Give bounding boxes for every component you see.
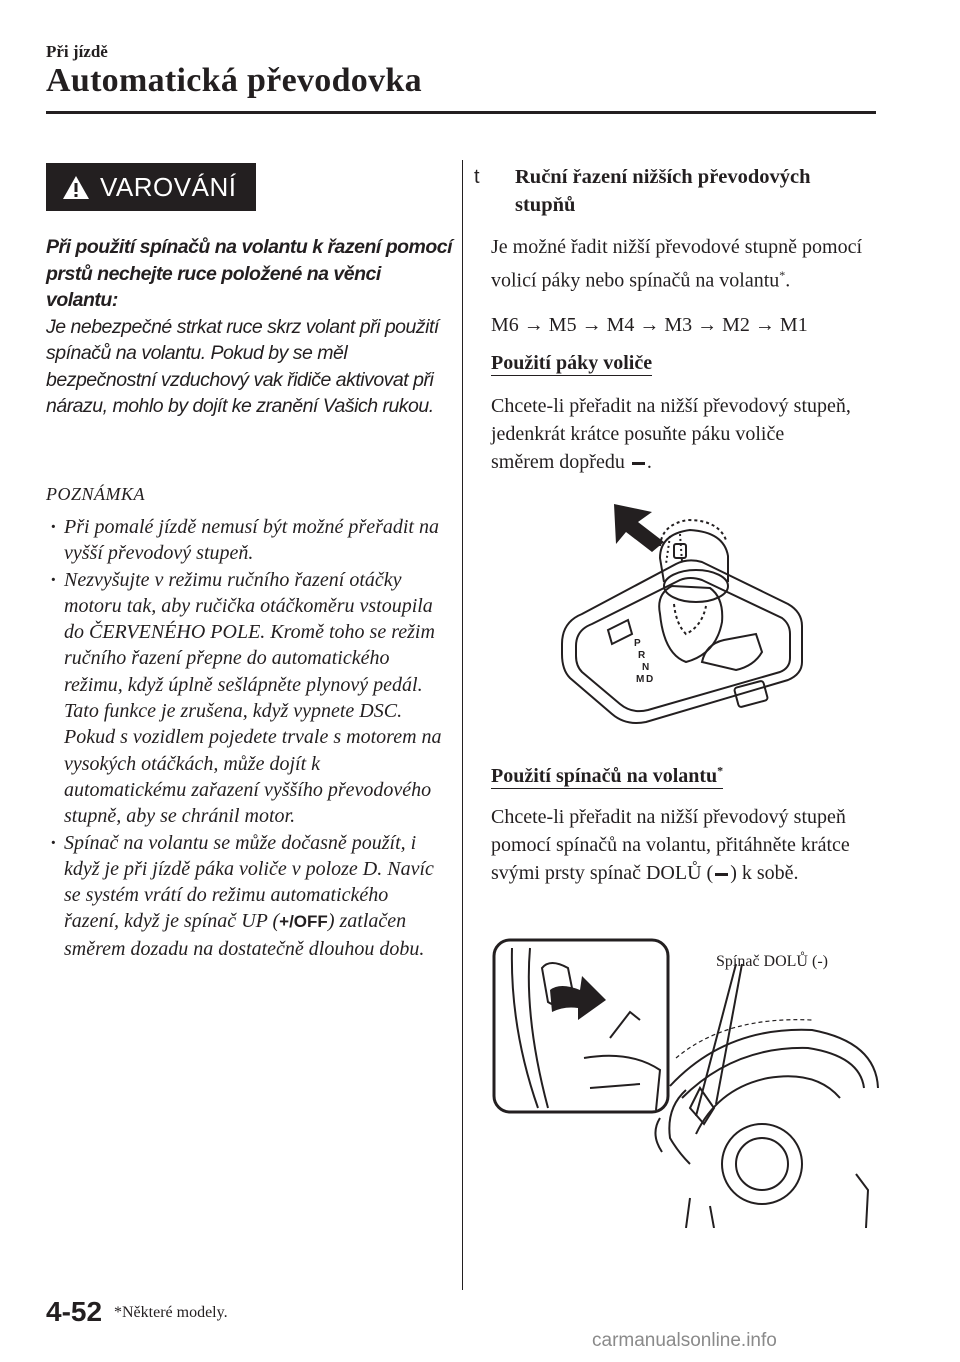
note-item-text: ) zatlačen směrem dozadu na dostatečně dlouhou dobu.	[64, 910, 425, 960]
note-heading: POZNÁMKA	[46, 484, 146, 504]
note-item	[46, 830, 446, 962]
svg-text:R: R	[638, 650, 646, 661]
warning-triangle-icon	[62, 175, 90, 200]
note-item: · Nezvyšujte v režimu ručního řazení otáčky motoru tak, aby ručička otáčkoměru vstoupila do ČERVENÉHO POLE. Kromě toho se režim ručního řazení přepne do automatického režimu, když úplně sešlápněte plynový pedál. Tato funkce je zrušena, když vypnete DSC. Pokud s vozidlem pojedete trvale s motorem na vysokých otáčkách, může dojít k automatickému zařazení vyššího převodového stupně, aby se chránil motor.	[46, 567, 446, 830]
footnote: *Některé modely.	[114, 1304, 228, 1321]
note-item: · Při pomalé jízdě nemusí být možné přeřadit na vyšší převodový stupeň.	[46, 514, 446, 567]
steering-wheel-illustration	[490, 938, 886, 1228]
minus-icon	[715, 873, 728, 876]
wheel-heading-text: Použití spínačů na volantu	[491, 764, 718, 787]
section-label: Při jízdě	[46, 42, 108, 61]
intro-paragraph	[491, 233, 871, 295]
svg-text:M: M	[636, 674, 645, 685]
watermark: carmanualsonline.info	[592, 1330, 777, 1351]
svg-text:P: P	[634, 638, 641, 649]
column-divider	[462, 160, 463, 1290]
wheel-heading	[491, 765, 723, 789]
warning-bold-text: Při použití spínačů na volantu k řazení pomocí prstů nechejte ruce položené na věnci volantu:	[46, 236, 453, 311]
warning-label: VAROVÁNÍ	[100, 171, 237, 202]
page-number: 4-52	[46, 1296, 103, 1327]
lever-text: Chcete-li přeřadit na nižší převodový stupeň, jedenkrát krátce posuňte páku voliče směrem dopředu	[491, 395, 851, 473]
title-rule	[46, 111, 876, 114]
subsection-marker: t	[474, 166, 480, 188]
note-item-text: Spínač na volantu se může dočasně použít, i když je při jízdě páka voliče v poloze D. Navíc se systém vrátí do režimu automatického řazení, když je spínač UP (	[64, 831, 434, 933]
gear-lever-illustration	[556, 494, 806, 726]
footnote-marker: *	[717, 763, 724, 777]
wheel-paragraph	[491, 803, 851, 887]
warning-banner	[46, 163, 256, 211]
up-off-badge: +/OFF	[279, 912, 328, 932]
subsection-heading: Ruční řazení nižších převodových stupňů	[515, 166, 811, 216]
footnote-marker: *	[779, 268, 786, 282]
down-switch-callout: Spínač DOLŮ (-)	[716, 953, 828, 970]
note-list	[46, 514, 446, 962]
warning-text	[46, 234, 456, 420]
wheel-text-end: ) k sobě.	[730, 862, 799, 884]
lever-heading: Použití páky voliče	[491, 352, 653, 374]
svg-text:N: N	[642, 662, 650, 673]
lever-text-end: .	[646, 451, 652, 473]
intro-end: .	[785, 269, 791, 292]
page-title: Automatická převodovka	[46, 62, 422, 99]
intro-text: Je možné řadit nižší převodové stupně pomocí volicí páky nebo spínačů na volantu	[491, 236, 863, 292]
svg-text:D: D	[646, 674, 654, 685]
warning-body-text: Je nebezpečné strkat ruce skrz volant při použití spínačů na volantu. Pokud by se měl bezpečnostní vzduchový vak řidiče aktivovat při nárazu, mohlo by dojít ke zranění Vašich rukou.	[46, 315, 439, 417]
lever-paragraph	[491, 392, 851, 476]
forward-arrow-icon	[614, 504, 664, 552]
wheel-heading-wrap	[491, 763, 723, 788]
gear-sequence: M6 → M5 → M4 → M3 → M2 → M1	[491, 314, 808, 336]
wheel-text: Chcete-li přeřadit na nižší převodový stupeň pomocí spínačů na volantu, přitáhněte krátce svými prsty spínač DOLŮ (	[491, 806, 850, 884]
lever-heading-wrap	[491, 352, 652, 375]
minus-icon	[632, 462, 645, 465]
